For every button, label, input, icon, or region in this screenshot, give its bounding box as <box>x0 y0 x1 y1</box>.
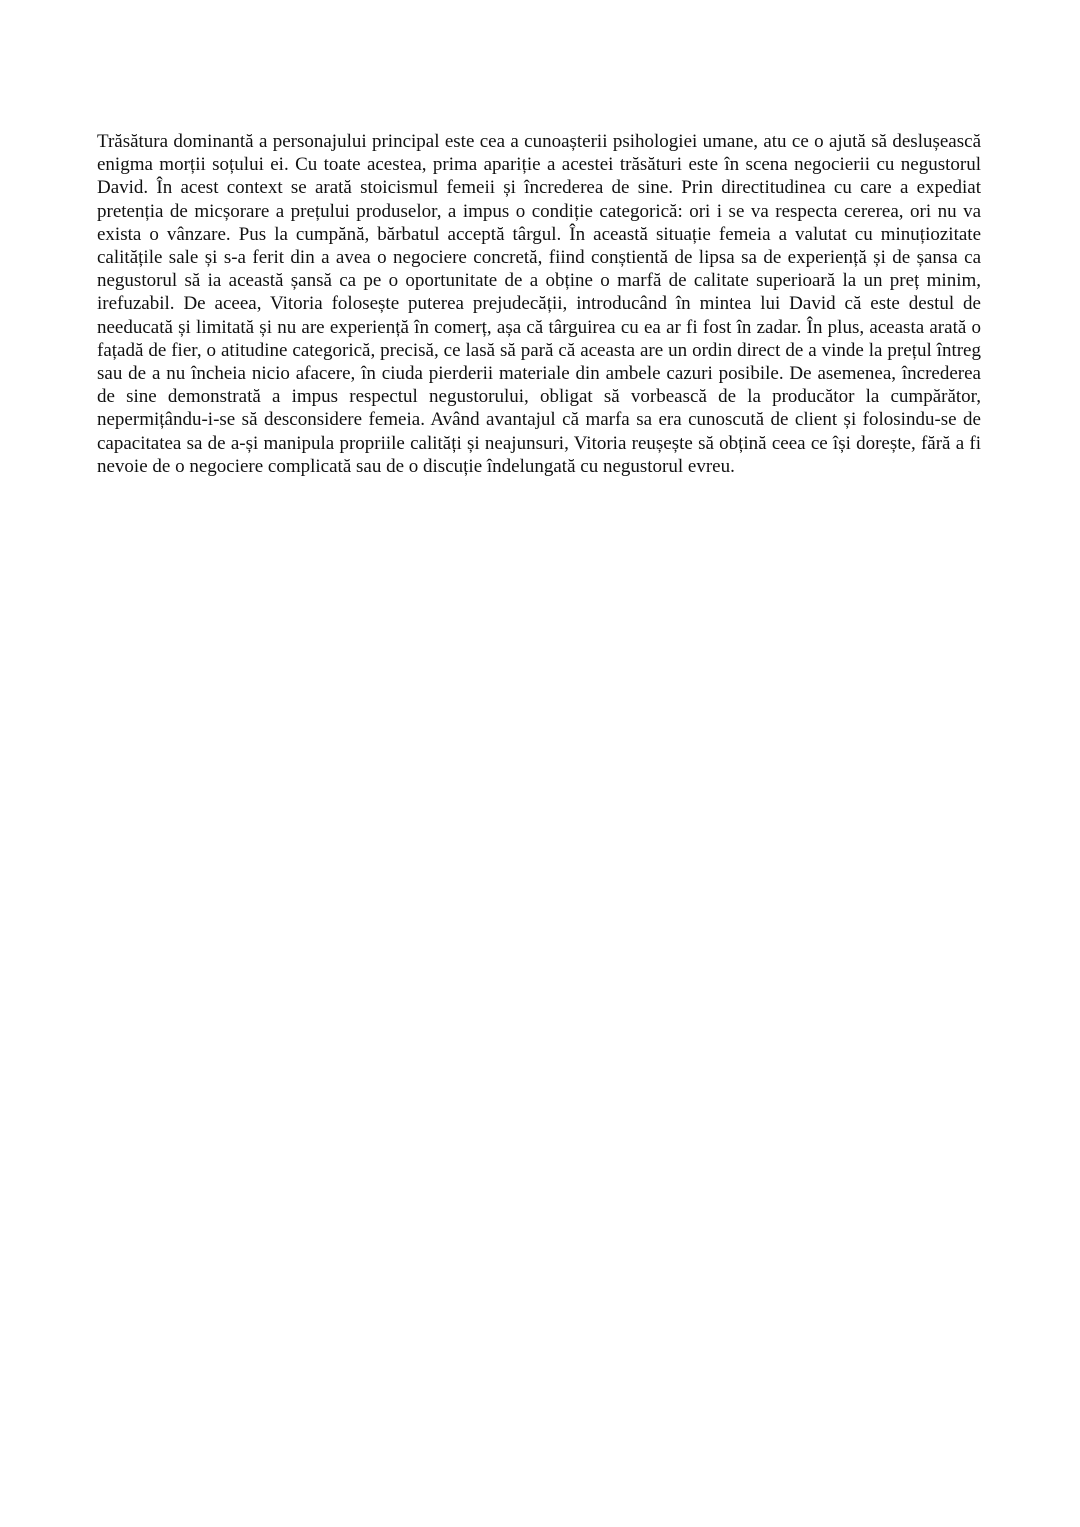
text-body <box>97 130 981 478</box>
body-paragraph: Trăsătura dominantă a personajului principal este cea a cunoașterii psihologiei umane, atu ce o ajută să deslușească enigma morții soțului ei. Cu toate acestea, prima apariție a acestei trăsături este în scena negocierii cu negustorul David. În acest context se arată stoicismul femeii și încrederea de sine. Prin directitudinea cu care a expediat pretenția de micșorare a prețului produselor, a impus o condiție categorică: ori i se va respecta cererea, ori nu va exista o vânzare. Pus la cumpănă, bărbatul acceptă târgul. În această situație femeia a valutat cu minuțiozitate calitățile sale și s-a ferit din a avea o negociere concretă, fiind conștientă de lipsa sa de experiență și de șansa ca negustorul să ia această șansă ca pe o oportunitate de a obține o marfă de calitate superioară la un preț minim, irefuzabil. De aceea, Vitoria folosește puterea prejudecății, introducând în mintea lui David că este destul de needucată și limitată și nu are experiență în comerț, așa că târguirea cu ea ar fi fost în zadar. În plus, aceasta arată o fațadă de fier, o atitudine categorică, precisă, ce lasă să pară că aceasta are un ordin direct de a vinde la prețul întreg sau de a nu încheia nicio afacere, în ciuda pierderii materiale din ambele cazuri posibile. De asemenea, încrederea de sine demonstrată a impus respectul negustorului, obligat să vorbească de la producător la cumpărător, nepermițându-i-se să desconsidere femeia. Având avantajul că marfa sa era cunoscută de client și folosindu-se de capacitatea sa de a-și manipula propriile calități și neajunsuri, Vitoria reușește să obțină ceea ce își dorește, fără a fi nevoie de o negociere complicată sau de o discuție îndelungată cu negustorul evreu. <box>97 131 981 477</box>
